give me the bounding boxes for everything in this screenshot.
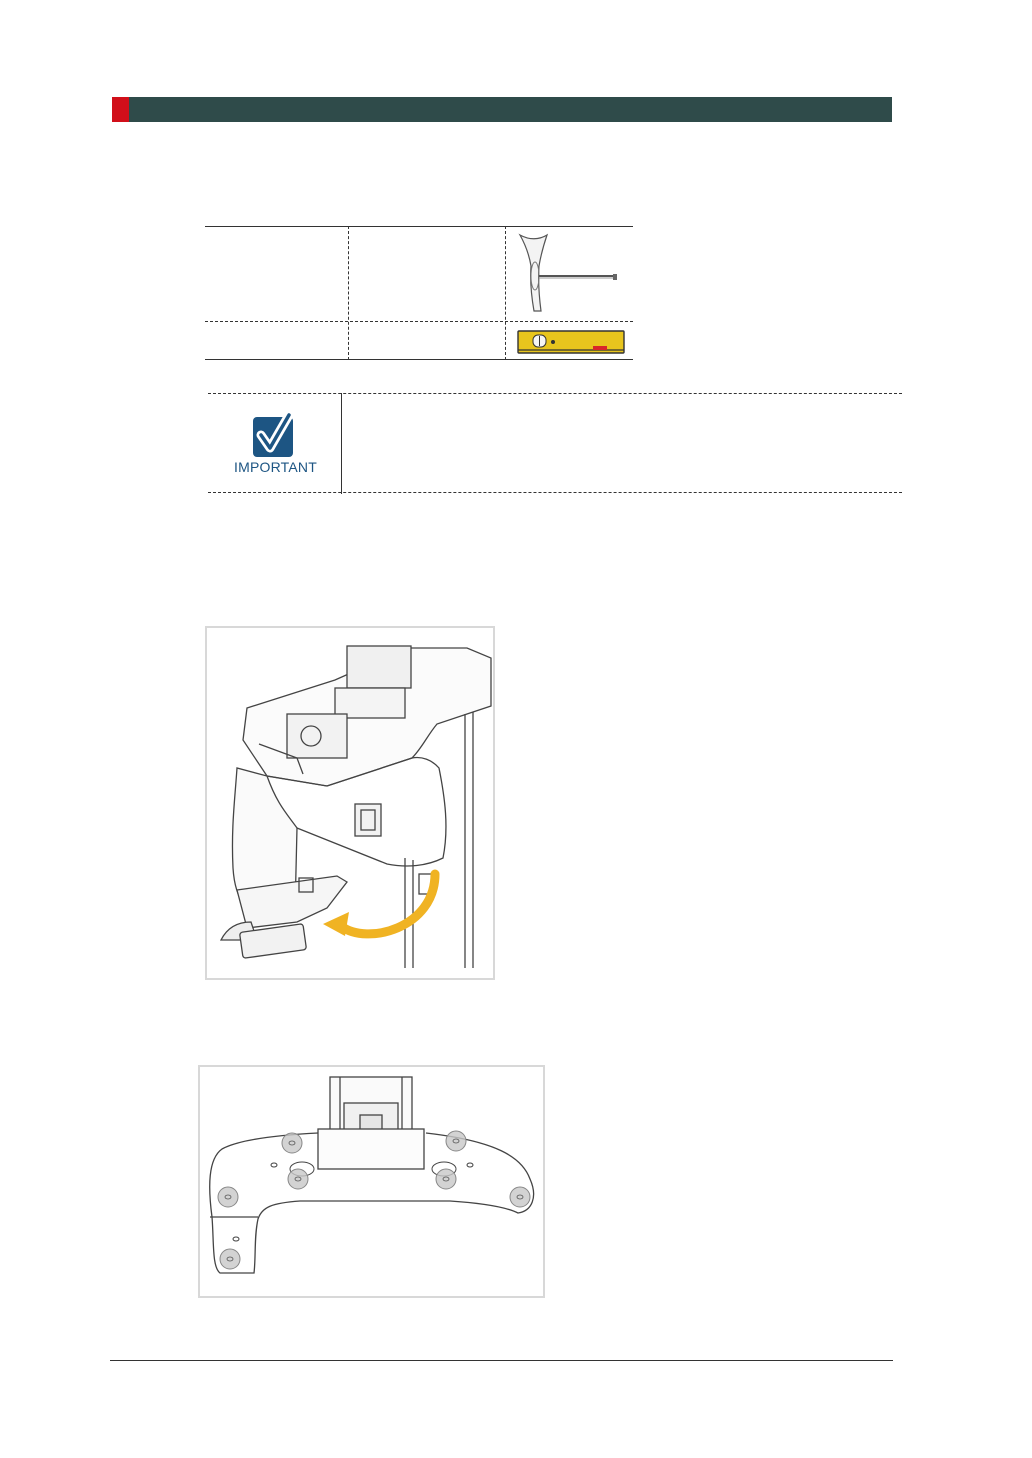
note-top-border (208, 393, 902, 394)
equipment-head-illustration (207, 628, 493, 978)
screw-marker (220, 1249, 240, 1269)
note-divider (341, 393, 342, 494)
screw-marker (288, 1169, 308, 1189)
base-plate-illustration (200, 1067, 543, 1296)
screw-marker (218, 1187, 238, 1207)
table-column-divider (505, 226, 506, 360)
screw-marker (282, 1133, 302, 1153)
tools-table (205, 226, 633, 360)
table-row-divider (205, 321, 633, 322)
table-row-level (517, 329, 625, 360)
table-top-border (205, 226, 633, 227)
section-header-bar (112, 97, 892, 122)
screw-marker (446, 1131, 466, 1151)
figure-head-rotation (205, 626, 495, 980)
rotation-arrow (341, 874, 435, 934)
footer-rule (110, 1360, 893, 1361)
t-handle-hex-wrench-icon (517, 232, 622, 314)
table-column-divider (348, 226, 349, 360)
table-row-wrench (517, 232, 622, 319)
rotation-arrowhead (323, 912, 349, 936)
note-bottom-border (208, 492, 902, 493)
checkbox-check-icon (251, 413, 297, 459)
screw-marker (436, 1169, 456, 1189)
important-note-box (208, 393, 902, 494)
figure-base-plate (198, 1065, 545, 1298)
important-label: IMPORTANT (234, 459, 317, 475)
screw-marker (510, 1187, 530, 1207)
section-header-accent (112, 97, 129, 122)
spirit-level-icon (517, 329, 625, 355)
